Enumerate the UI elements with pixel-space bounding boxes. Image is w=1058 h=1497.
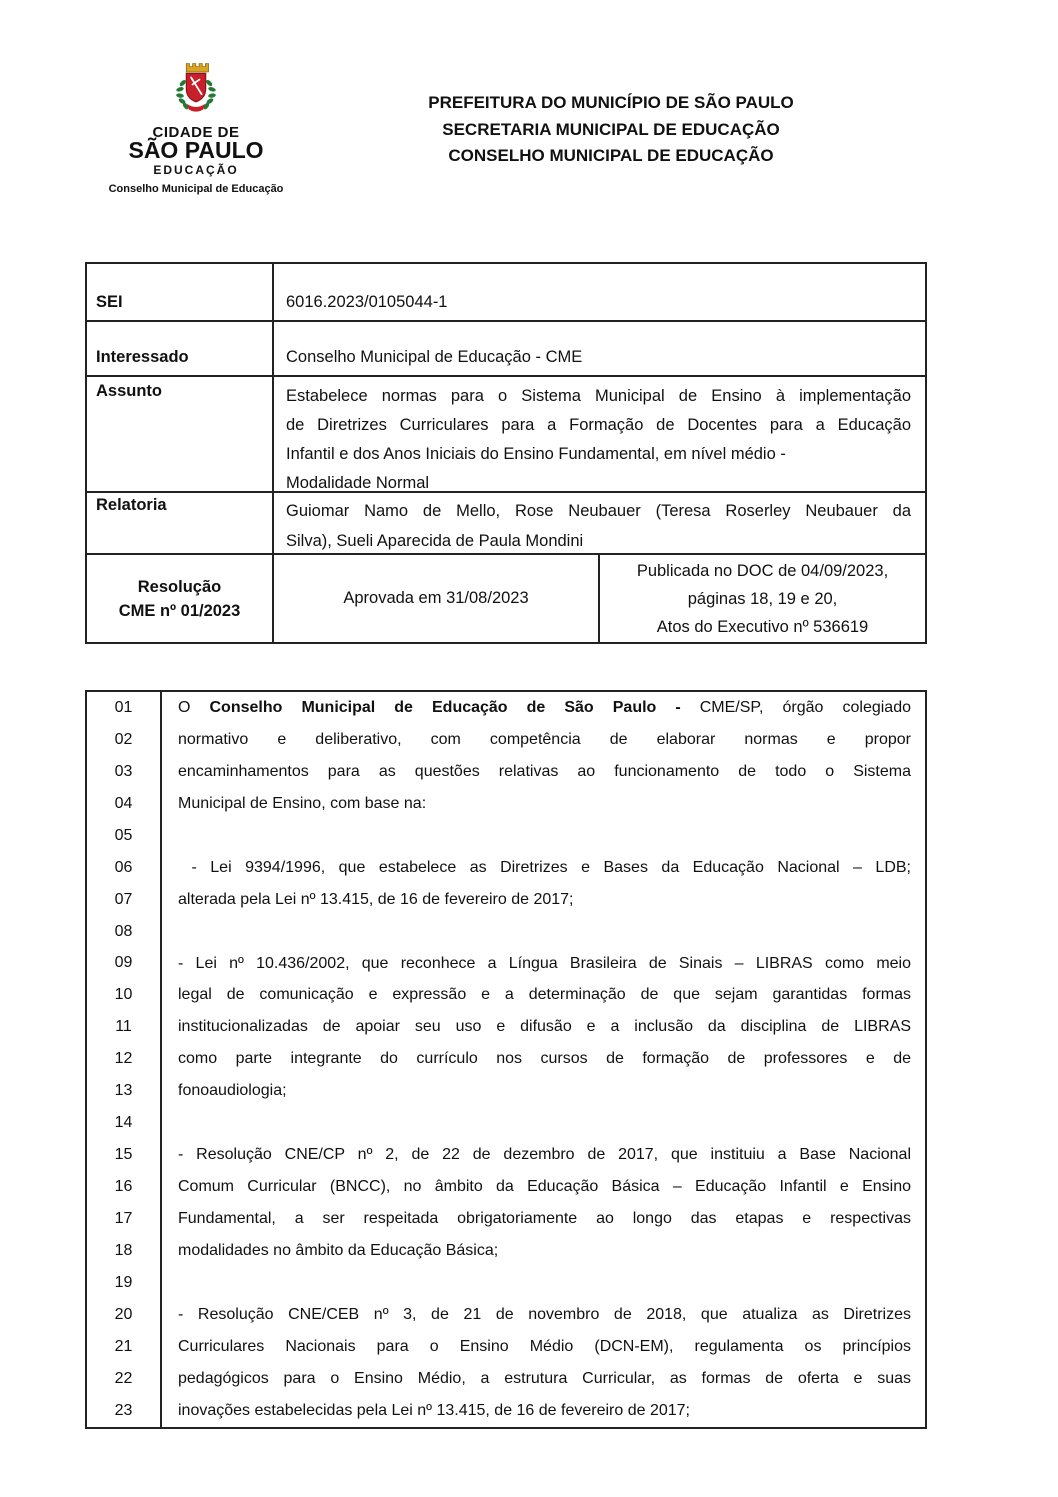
line-text xyxy=(162,788,925,820)
sp-logo xyxy=(96,58,296,195)
body-line-row xyxy=(87,948,925,980)
row-value: Conselho Municipal de Educação - CME xyxy=(286,348,583,366)
text-segment: como parte integrante do currículo nos cursos de formação de professores e de xyxy=(178,1050,911,1068)
text-segment: CME/SP, órgão colegiado xyxy=(699,699,911,716)
line-text xyxy=(162,1011,925,1043)
line-number: 07 xyxy=(87,884,162,916)
line-text xyxy=(162,948,925,980)
row-label: Assunto xyxy=(87,377,274,491)
text-segment: - Lei nº 10.436/2002, que reconhece a Língua Brasileira de Sinais – LIBRAS como meio xyxy=(178,954,911,972)
line-number: 03 xyxy=(87,756,162,788)
line-number: 11 xyxy=(87,1011,162,1043)
table-row-sei xyxy=(87,264,925,320)
text-segment: inovações estabelecidas pela Lei nº 13.415, de 16 de fevereiro de 2017; xyxy=(178,1401,690,1419)
body-line-row xyxy=(87,756,925,788)
resolution-label xyxy=(87,555,274,642)
body-line-row xyxy=(87,1235,925,1267)
line-text xyxy=(162,1107,925,1139)
line-text xyxy=(162,1395,925,1427)
resolution-label-line-1: Resolução xyxy=(137,577,222,596)
table-row-relatoria xyxy=(87,491,925,553)
info-table xyxy=(85,262,927,644)
line-number: 16 xyxy=(87,1171,162,1203)
body-line-row xyxy=(87,852,925,884)
line-number: 20 xyxy=(87,1299,162,1331)
sp-coat-of-arms-icon xyxy=(173,58,219,122)
line-number: 15 xyxy=(87,1139,162,1171)
body-line-row xyxy=(87,1171,925,1203)
line-number: 12 xyxy=(87,1043,162,1075)
body-line-row xyxy=(87,916,925,948)
body-line-row xyxy=(87,820,925,852)
text-segment: Fundamental, a ser respeitada obrigatoriamente ao longo das etapas e respectivas xyxy=(178,1210,911,1227)
table-row-assunto xyxy=(87,375,925,491)
value-line: Infantil e dos Anos Iniciais do Ensino Fundamental, em nível médio - xyxy=(286,445,786,463)
text-segment: fonoaudiologia; xyxy=(178,1082,287,1100)
header-title xyxy=(411,90,811,170)
body-line-row xyxy=(87,1203,925,1235)
text-segment: legal de comunicação e expressão e a determinação de que sejam garantidas formas xyxy=(178,986,911,1004)
body-lines-host xyxy=(87,692,925,1427)
text-segment: Municipal de Ensino, com base na: xyxy=(178,794,427,812)
line-text xyxy=(162,1363,925,1395)
text-segment: modalidades no âmbito da Educação Básica; xyxy=(178,1241,499,1259)
line-number: 23 xyxy=(87,1395,162,1427)
line-number: 13 xyxy=(87,1075,162,1107)
logo-text-sao-paulo: SÃO PAULO xyxy=(128,137,264,163)
line-number: 05 xyxy=(87,820,162,852)
line-number: 21 xyxy=(87,1331,162,1363)
line-number: 14 xyxy=(87,1107,162,1139)
line-number: 18 xyxy=(87,1235,162,1267)
row-label: SEI xyxy=(87,264,274,320)
resolution-approved: Aprovada em 31/08/2023 xyxy=(274,555,600,642)
body-line-row xyxy=(87,788,925,820)
line-number: 04 xyxy=(87,788,162,820)
text-segment: Curriculares Nacionais para o Ensino Médio (DCN-EM), regulamenta os princípios xyxy=(178,1337,911,1355)
line-text xyxy=(162,1299,925,1331)
line-number: 06 xyxy=(87,852,162,884)
body-line-row xyxy=(87,1075,925,1107)
line-text xyxy=(162,1075,925,1107)
header-title-line-2: SECRETARIA MUNICIPAL DE EDUCAÇÃO xyxy=(442,119,780,139)
line-number: 02 xyxy=(87,724,162,756)
resolution-published xyxy=(600,555,925,642)
body-line-row xyxy=(87,1043,925,1075)
text-segment: - Resolução CNE/CEB nº 3, de 21 de novembro de 2018, que atualiza as Diretrizes xyxy=(178,1305,911,1323)
header-title-line-1: PREFEITURA DO MUNICÍPIO DE SÃO PAULO xyxy=(428,93,794,112)
value-line: de Diretrizes Curriculares para a Formação de Docentes para a Educação xyxy=(286,416,911,434)
line-text xyxy=(162,979,925,1011)
body-line-row xyxy=(87,1107,925,1139)
text-segment: pedagógicos para o Ensino Médio, a estrutura Curricular, as formas de oferta e suas xyxy=(178,1369,911,1387)
text-segment: encaminhamentos para as questões relativas ao funcionamento de todo o Sistema xyxy=(178,762,911,780)
line-text xyxy=(162,916,925,948)
logo-text-conselho: Conselho Municipal de Educação xyxy=(108,183,284,195)
value-line: Estabelece normas para o Sistema Municipal de Ensino à implementação xyxy=(286,387,911,405)
text-segment: normativo e deliberativo, com competência de elaborar normas e propor xyxy=(178,730,911,748)
value-line: Modalidade Normal xyxy=(286,474,430,492)
text-segment: - Lei 9394/1996, que estabelece as Diretrizes e Bases da Educação Nacional – LDB; xyxy=(178,858,911,876)
body-line-row xyxy=(87,1331,925,1363)
body-line-row xyxy=(87,979,925,1011)
body-line-row xyxy=(87,1395,925,1427)
row-value: 6016.2023/0105044-1 xyxy=(286,293,448,311)
line-text xyxy=(162,1043,925,1075)
text-segment: O xyxy=(178,699,210,716)
line-number: 22 xyxy=(87,1363,162,1395)
resolution-label-line-2: CME nº 01/2023 xyxy=(118,601,241,620)
line-text xyxy=(162,1267,925,1299)
body-line-row xyxy=(87,724,925,756)
line-text xyxy=(162,1171,925,1203)
row-value xyxy=(274,377,925,491)
published-line: Atos do Executivo nº 536619 xyxy=(656,617,869,636)
published-line: Publicada no DOC de 04/09/2023, xyxy=(636,561,889,580)
line-text xyxy=(162,1203,925,1235)
line-number: 09 xyxy=(87,948,162,980)
row-label: Relatoria xyxy=(87,493,274,553)
line-text xyxy=(162,1139,925,1171)
body-line-row xyxy=(87,1011,925,1043)
line-number: 08 xyxy=(87,916,162,948)
line-text xyxy=(162,852,925,884)
table-row-interessado xyxy=(87,320,925,375)
line-text xyxy=(162,884,925,916)
line-number: 19 xyxy=(87,1267,162,1299)
body-table xyxy=(85,690,927,1429)
body-line-row xyxy=(87,1363,925,1395)
bold-text-segment: Conselho Municipal de Educação de São Paulo - xyxy=(209,699,700,716)
body-line-row xyxy=(87,692,925,724)
line-text xyxy=(162,756,925,788)
body-line-row xyxy=(87,1139,925,1171)
text-segment: alterada pela Lei nº 13.415, de 16 de fevereiro de 2017; xyxy=(178,890,574,908)
logo-text-educacao: EDUCAÇÃO xyxy=(153,163,239,177)
logo-text-cidade-de: CIDADE DE xyxy=(152,124,240,141)
row-value xyxy=(274,493,925,553)
line-text xyxy=(162,692,925,724)
value-line: Silva), Sueli Aparecida de Paula Mondini xyxy=(286,532,584,550)
text-segment: Comum Curricular (BNCC), no âmbito da Educação Básica – Educação Infantil e Ensino xyxy=(178,1178,911,1196)
line-number: 01 xyxy=(87,692,162,724)
line-text xyxy=(162,1235,925,1267)
row-label: Interessado xyxy=(87,322,274,375)
table-row-resolucao xyxy=(87,553,925,642)
body-line-row xyxy=(87,1299,925,1331)
text-segment: institucionalizadas de apoiar seu uso e difusão e a inclusão da disciplina de LIBRAS xyxy=(178,1018,911,1036)
line-text xyxy=(162,820,925,852)
line-text xyxy=(162,724,925,756)
line-text xyxy=(162,1331,925,1363)
body-line-row xyxy=(87,884,925,916)
value-line: Guiomar Namo de Mello, Rose Neubauer (Teresa Roserley Neubauer da xyxy=(286,502,911,520)
header-title-line-3: CONSELHO MUNICIPAL DE EDUCAÇÃO xyxy=(448,146,774,165)
line-number: 10 xyxy=(87,979,162,1011)
body-line-row xyxy=(87,1267,925,1299)
published-line: páginas 18, 19 e 20, xyxy=(687,589,838,608)
text-segment: - Resolução CNE/CP nº 2, de 22 de dezembro de 2017, que instituiu a Base Nacional xyxy=(178,1146,911,1164)
line-number: 17 xyxy=(87,1203,162,1235)
